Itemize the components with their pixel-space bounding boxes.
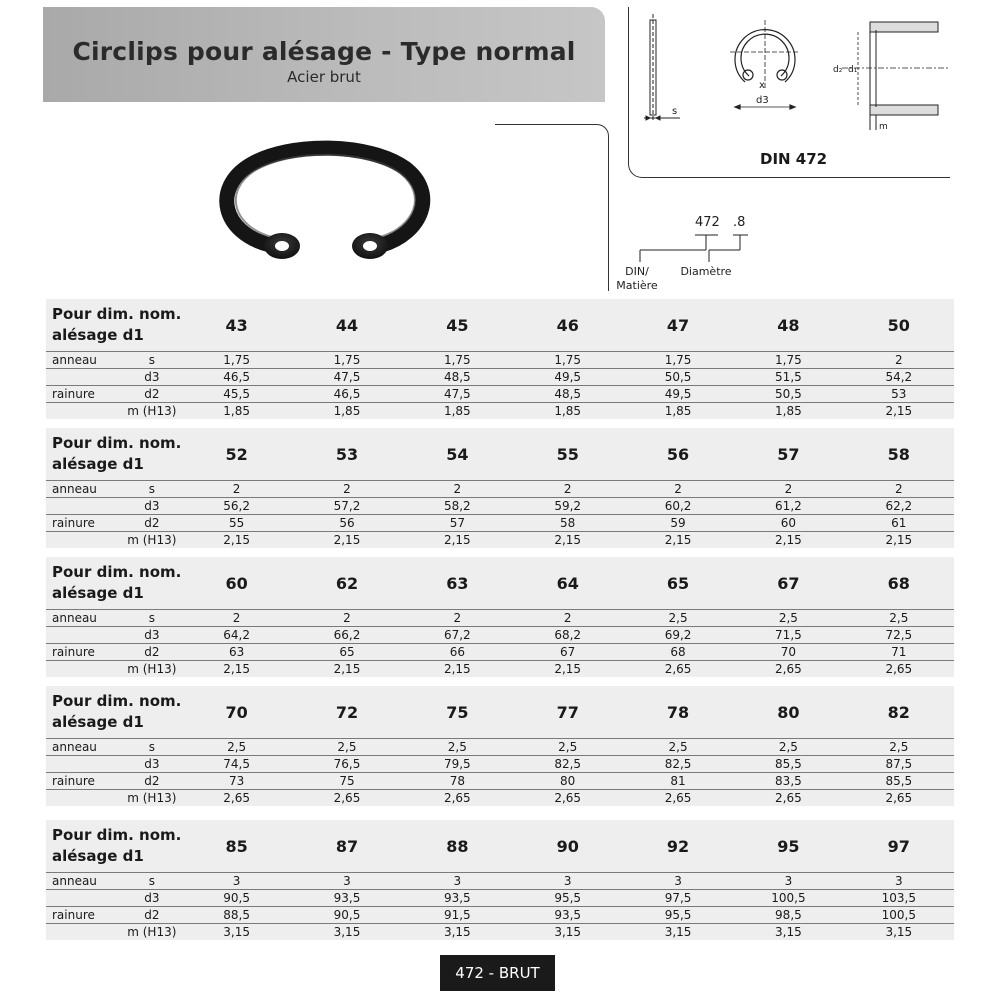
- size-table-4: [46, 686, 954, 806]
- cell-s: 2,5: [844, 610, 954, 627]
- cell-s: 3: [733, 873, 843, 890]
- cell-m: 2,15: [513, 661, 623, 678]
- row-m: [46, 403, 954, 420]
- row-symbol-m: m (H13): [122, 661, 181, 678]
- technical-drawing: [630, 10, 948, 140]
- cell-m: 2,15: [844, 532, 954, 549]
- cell-d2: 53: [844, 386, 954, 403]
- cell-d3: 48,5: [402, 369, 512, 386]
- cell-d2: 59: [623, 515, 733, 532]
- cell-d3: 85,5: [733, 756, 843, 773]
- dim-label: Pour dim. nom. alésage d1: [52, 563, 182, 602]
- row-d2: [46, 515, 954, 532]
- nominal-size: 65: [666, 573, 690, 593]
- cell-d3: 46,5: [181, 369, 291, 386]
- nominal-size: 70: [225, 702, 248, 722]
- nominal-size: 55: [556, 444, 579, 464]
- row-symbol-s: s: [122, 873, 181, 890]
- cell-d2: 66: [402, 644, 512, 661]
- nominal-size: 77: [556, 702, 579, 722]
- row-d3: [46, 890, 954, 907]
- label-d1: d₁: [848, 65, 858, 75]
- cell-d3: 82,5: [513, 756, 623, 773]
- cell-m: 2,15: [844, 403, 954, 420]
- cell-d3: 90,5: [181, 890, 291, 907]
- label-d2: d₂: [833, 65, 843, 75]
- cell-s: 2: [513, 481, 623, 498]
- nominal-size: 57: [777, 444, 800, 464]
- nominal-size: 75: [446, 702, 469, 722]
- cell-s: 2: [733, 481, 843, 498]
- cell-d2: 50,5: [733, 386, 843, 403]
- cell-m: 3,15: [402, 924, 512, 941]
- row-s: [46, 739, 954, 756]
- cell-m: 2,65: [844, 790, 954, 807]
- cell-s: 3: [844, 873, 954, 890]
- cell-m: 2,65: [181, 790, 291, 807]
- cell-s: 2: [513, 610, 623, 627]
- cell-d3: 61,2: [733, 498, 843, 515]
- cell-m: 3,15: [733, 924, 843, 941]
- cell-m: 2,15: [623, 532, 733, 549]
- cell-s: 2,5: [844, 739, 954, 756]
- row-symbol-m: m (H13): [122, 924, 181, 941]
- cell-m: 1,85: [402, 403, 512, 420]
- row-symbol-d2: d2: [122, 773, 181, 790]
- cell-d2: 45,5: [181, 386, 291, 403]
- cell-m: 2,65: [623, 661, 733, 678]
- nominal-size: 58: [887, 444, 910, 464]
- row-symbol-s: s: [122, 739, 181, 756]
- nominal-size: 78: [666, 702, 690, 722]
- nominal-size: 47: [666, 315, 690, 335]
- cell-d3: 93,5: [402, 890, 512, 907]
- nominal-size: 64: [556, 573, 579, 593]
- cell-d3: 59,2: [513, 498, 623, 515]
- cell-d3: 71,5: [733, 627, 843, 644]
- cell-s: 2,5: [181, 739, 291, 756]
- cell-d2: 65: [292, 644, 402, 661]
- code-diametre-label: Diamètre: [680, 265, 732, 278]
- cell-d2: 83,5: [733, 773, 843, 790]
- cell-d2: 91,5: [402, 907, 512, 924]
- cell-d3: 51,5: [733, 369, 843, 386]
- cell-m: 3,15: [292, 924, 402, 941]
- cell-s: 1,75: [733, 352, 843, 369]
- cell-d2: 93,5: [513, 907, 623, 924]
- row-group-anneau: anneau: [46, 739, 122, 756]
- row-symbol-m: m (H13): [122, 403, 181, 420]
- cell-d2: 56: [292, 515, 402, 532]
- row-symbol-m: m (H13): [122, 790, 181, 807]
- cell-m: 2,65: [623, 790, 733, 807]
- page-title: Circlips pour alésage - Type normal: [72, 37, 576, 66]
- row-d2: [46, 907, 954, 924]
- cell-m: 1,85: [181, 403, 291, 420]
- din-label: DIN 472: [760, 150, 828, 168]
- row-group-anneau: anneau: [46, 610, 122, 627]
- size-table-5: [46, 820, 954, 940]
- nominal-size: 52: [225, 444, 248, 464]
- cell-d2: 48,5: [513, 386, 623, 403]
- nominal-size: 97: [887, 836, 910, 856]
- row-symbol-d3: d3: [122, 498, 181, 515]
- row-s: [46, 873, 954, 890]
- row-d3: [46, 627, 954, 644]
- row-symbol-d2: d2: [122, 515, 181, 532]
- row-symbol-d3: d3: [122, 756, 181, 773]
- cell-m: 3,15: [181, 924, 291, 941]
- nominal-size: 67: [777, 573, 800, 593]
- cell-d3: 74,5: [181, 756, 291, 773]
- cell-s: 2: [402, 481, 512, 498]
- cell-d2: 49,5: [623, 386, 733, 403]
- row-d3: [46, 369, 954, 386]
- nominal-size: 72: [335, 702, 359, 722]
- label-x: x: [759, 80, 765, 91]
- cell-d3: 57,2: [292, 498, 402, 515]
- nominal-size: 87: [335, 836, 359, 856]
- cell-d3: 103,5: [844, 890, 954, 907]
- cell-d3: 82,5: [623, 756, 733, 773]
- cell-d3: 87,5: [844, 756, 954, 773]
- circlip-photo: [210, 133, 440, 278]
- cell-m: 2,65: [844, 661, 954, 678]
- row-symbol-d3: d3: [122, 890, 181, 907]
- cell-s: 2,5: [733, 610, 843, 627]
- cell-s: 2,5: [733, 739, 843, 756]
- cell-s: 2,5: [292, 739, 402, 756]
- size-table-1: [46, 299, 954, 419]
- cell-s: 2: [181, 481, 291, 498]
- cell-d2: 46,5: [292, 386, 402, 403]
- row-m: [46, 661, 954, 678]
- row-symbol-d3: d3: [122, 627, 181, 644]
- cell-m: 2,65: [402, 790, 512, 807]
- nominal-size: 62: [335, 573, 359, 593]
- row-group-anneau: anneau: [46, 481, 122, 498]
- code-din-label: DIN/ Matière: [616, 265, 658, 292]
- nominal-size: 53: [335, 444, 359, 464]
- cell-s: 3: [513, 873, 623, 890]
- cell-s: 2: [623, 481, 733, 498]
- cell-d2: 98,5: [733, 907, 843, 924]
- row-group-rainure: rainure: [46, 773, 122, 790]
- nominal-size: 50: [887, 315, 910, 335]
- cell-d2: 81: [623, 773, 733, 790]
- cell-d2: 85,5: [844, 773, 954, 790]
- cell-d2: 73: [181, 773, 291, 790]
- cell-m: 2,15: [733, 532, 843, 549]
- nominal-size: 85: [225, 836, 248, 856]
- cell-s: 3: [402, 873, 512, 890]
- dim-label: Pour dim. nom. alésage d1: [52, 434, 182, 473]
- cell-d2: 95,5: [623, 907, 733, 924]
- cell-d2: 70: [733, 644, 843, 661]
- row-d2: [46, 386, 954, 403]
- cell-d3: 62,2: [844, 498, 954, 515]
- cell-d3: 50,5: [623, 369, 733, 386]
- size-table-3: [46, 557, 954, 677]
- row-symbol-d3: d3: [122, 369, 181, 386]
- cell-d3: 68,2: [513, 627, 623, 644]
- cell-d2: 63: [181, 644, 291, 661]
- cell-d2: 71: [844, 644, 954, 661]
- cell-d3: 67,2: [402, 627, 512, 644]
- cell-d2: 60: [733, 515, 843, 532]
- nominal-size: 68: [887, 573, 910, 593]
- cell-m: 2,65: [292, 790, 402, 807]
- nominal-size: 63: [446, 573, 469, 593]
- cell-s: 2,5: [623, 610, 733, 627]
- label-s: s: [672, 106, 678, 117]
- row-s: [46, 352, 954, 369]
- cell-d3: 66,2: [292, 627, 402, 644]
- cell-d2: 61: [844, 515, 954, 532]
- cell-d3: 93,5: [292, 890, 402, 907]
- cell-s: 2: [292, 610, 402, 627]
- cell-d3: 79,5: [402, 756, 512, 773]
- cell-m: 2,15: [402, 532, 512, 549]
- cell-d3: 97,5: [623, 890, 733, 907]
- cell-m: 2,65: [733, 661, 843, 678]
- row-symbol-d2: d2: [122, 907, 181, 924]
- nominal-size: 48: [777, 315, 800, 335]
- product-code-badge: 472 - BRUT: [440, 955, 555, 991]
- cell-m: 2,15: [292, 661, 402, 678]
- row-group-rainure: rainure: [46, 907, 122, 924]
- code-suffix: .8: [733, 215, 746, 230]
- cell-d2: 57: [402, 515, 512, 532]
- cell-d2: 75: [292, 773, 402, 790]
- cell-s: 2: [292, 481, 402, 498]
- cell-s: 2: [844, 352, 954, 369]
- cell-s: 1,75: [181, 352, 291, 369]
- nominal-size: 45: [446, 315, 469, 335]
- size-table-2: [46, 428, 954, 548]
- cell-m: 2,15: [181, 532, 291, 549]
- cell-d3: 69,2: [623, 627, 733, 644]
- nominal-size: 88: [446, 836, 469, 856]
- cell-m: 2,65: [733, 790, 843, 807]
- nominal-size: 56: [666, 444, 690, 464]
- cell-d3: 100,5: [733, 890, 843, 907]
- cell-m: 1,85: [623, 403, 733, 420]
- dim-label: Pour dim. nom. alésage d1: [52, 826, 182, 865]
- row-m: [46, 790, 954, 807]
- row-s: [46, 610, 954, 627]
- row-group-rainure: rainure: [46, 644, 122, 661]
- cell-s: 2: [402, 610, 512, 627]
- label-m: m: [879, 122, 888, 132]
- cell-s: 1,75: [623, 352, 733, 369]
- cell-m: 1,85: [513, 403, 623, 420]
- cell-d2: 90,5: [292, 907, 402, 924]
- nominal-size: 44: [335, 315, 359, 335]
- cell-m: 2,15: [292, 532, 402, 549]
- bore-section: [842, 22, 948, 130]
- cell-d3: 72,5: [844, 627, 954, 644]
- cell-d2: 80: [513, 773, 623, 790]
- cell-s: 1,75: [513, 352, 623, 369]
- cell-d2: 88,5: [181, 907, 291, 924]
- nominal-size: 90: [556, 836, 579, 856]
- nominal-size: 82: [887, 702, 910, 722]
- nominal-size: 60: [225, 573, 248, 593]
- row-group-anneau: anneau: [46, 352, 122, 369]
- cell-d2: 55: [181, 515, 291, 532]
- nominal-size: 54: [446, 444, 469, 464]
- dim-label: Pour dim. nom. alésage d1: [52, 305, 182, 344]
- cell-d3: 49,5: [513, 369, 623, 386]
- row-d3: [46, 498, 954, 515]
- cell-m: 3,15: [844, 924, 954, 941]
- cell-d3: 95,5: [513, 890, 623, 907]
- cell-d2: 58: [513, 515, 623, 532]
- header-band: [43, 7, 605, 102]
- cell-m: 1,85: [292, 403, 402, 420]
- row-m: [46, 532, 954, 549]
- cell-s: 3: [623, 873, 733, 890]
- cell-s: 2: [181, 610, 291, 627]
- cell-d2: 47,5: [402, 386, 512, 403]
- row-symbol-d2: d2: [122, 386, 181, 403]
- cell-d3: 58,2: [402, 498, 512, 515]
- row-d2: [46, 644, 954, 661]
- cell-d2: 68: [623, 644, 733, 661]
- cell-s: 1,75: [402, 352, 512, 369]
- cell-s: 1,75: [292, 352, 402, 369]
- cell-d3: 54,2: [844, 369, 954, 386]
- code-number: 472: [695, 215, 720, 230]
- row-symbol-s: s: [122, 352, 181, 369]
- cell-m: 2,15: [402, 661, 512, 678]
- cell-s: 2,5: [402, 739, 512, 756]
- row-symbol-s: s: [122, 610, 181, 627]
- row-symbol-d2: d2: [122, 644, 181, 661]
- row-s: [46, 481, 954, 498]
- cell-s: 3: [181, 873, 291, 890]
- row-d3: [46, 756, 954, 773]
- cell-d3: 47,5: [292, 369, 402, 386]
- cell-s: 2: [844, 481, 954, 498]
- nominal-size: 92: [666, 836, 690, 856]
- cell-d3: 60,2: [623, 498, 733, 515]
- row-group-anneau: anneau: [46, 873, 122, 890]
- nominal-size: 80: [777, 702, 800, 722]
- cell-d2: 67: [513, 644, 623, 661]
- row-group-rainure: rainure: [46, 515, 122, 532]
- row-symbol-s: s: [122, 481, 181, 498]
- row-m: [46, 924, 954, 941]
- cell-m: 1,85: [733, 403, 843, 420]
- cell-d3: 64,2: [181, 627, 291, 644]
- cell-m: 3,15: [623, 924, 733, 941]
- cell-d3: 76,5: [292, 756, 402, 773]
- dim-label: Pour dim. nom. alésage d1: [52, 692, 182, 731]
- row-group-rainure: rainure: [46, 386, 122, 403]
- nominal-size: 95: [777, 836, 800, 856]
- cell-s: 2,5: [513, 739, 623, 756]
- cell-d2: 78: [402, 773, 512, 790]
- cell-s: 3: [292, 873, 402, 890]
- page-subtitle: Acier brut: [287, 68, 361, 86]
- label-d3: d3: [756, 95, 769, 106]
- cell-s: 2,5: [623, 739, 733, 756]
- cell-m: 2,15: [181, 661, 291, 678]
- nominal-size: 43: [225, 315, 248, 335]
- cell-d3: 56,2: [181, 498, 291, 515]
- nominal-size: 46: [556, 315, 579, 335]
- row-d2: [46, 773, 954, 790]
- row-symbol-m: m (H13): [122, 532, 181, 549]
- cell-d2: 100,5: [844, 907, 954, 924]
- cell-m: 2,15: [513, 532, 623, 549]
- cell-m: 2,65: [513, 790, 623, 807]
- cell-m: 3,15: [513, 924, 623, 941]
